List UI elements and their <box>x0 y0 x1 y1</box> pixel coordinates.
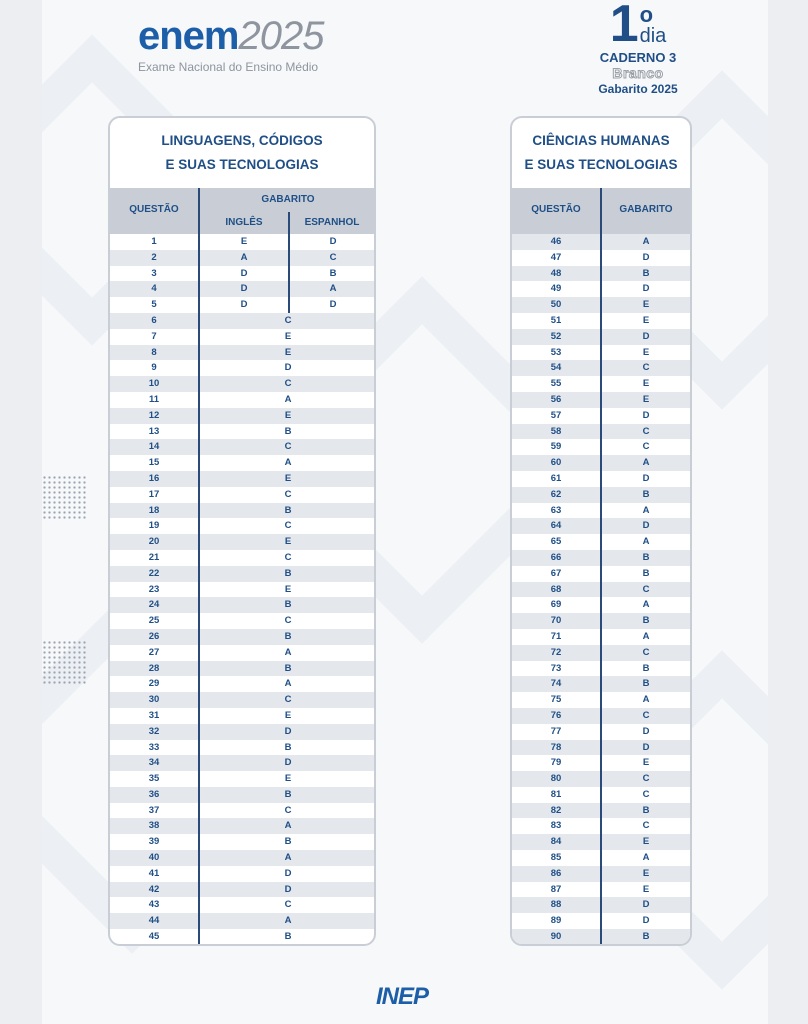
question-number: 82 <box>550 804 562 816</box>
humanas-title-line2: E SUAS TECNOLOGIAS <box>524 157 678 172</box>
table-row <box>110 818 374 834</box>
answer: A <box>284 457 292 469</box>
question-number: 4 <box>151 283 157 295</box>
header-gabarito: GABARITO <box>261 194 315 205</box>
answer: C <box>642 583 650 595</box>
question-number: 47 <box>550 251 562 263</box>
question-number: 38 <box>148 820 160 832</box>
answer-key-sheet <box>42 0 768 1024</box>
answer: B <box>642 804 650 816</box>
linguagens-title-line2: E SUAS TECNOLOGIAS <box>165 157 319 172</box>
table-row <box>110 897 374 913</box>
answer-ingles: D <box>240 267 248 279</box>
linguagens-panel <box>108 116 376 946</box>
answer: A <box>642 630 650 642</box>
answer-espanhol: A <box>329 283 337 295</box>
question-number: 39 <box>148 836 160 848</box>
table-row <box>110 360 374 376</box>
humanas-title-line1: CIÊNCIAS HUMANAS <box>532 133 670 148</box>
logo-year: 2025 <box>238 14 324 58</box>
day-word: dia <box>639 25 667 47</box>
humanas-panel <box>510 116 692 946</box>
question-number: 62 <box>550 488 562 500</box>
answer: B <box>642 267 650 279</box>
answer: C <box>642 709 650 721</box>
answer: C <box>284 314 292 326</box>
answer: C <box>642 425 650 437</box>
question-number: 56 <box>550 393 562 405</box>
question-number: 45 <box>148 931 160 943</box>
answer: E <box>642 299 650 311</box>
question-number: 73 <box>550 662 562 674</box>
answer-espanhol: C <box>329 251 337 263</box>
question-number: 31 <box>148 709 160 721</box>
question-number: 13 <box>148 425 160 437</box>
question-number: 5 <box>151 299 157 311</box>
table-row <box>110 582 374 598</box>
table-row <box>110 597 374 613</box>
question-number: 66 <box>550 551 562 563</box>
question-number: 32 <box>148 725 160 737</box>
question-number: 48 <box>550 267 562 279</box>
table-row <box>110 503 374 519</box>
answer: D <box>642 330 650 342</box>
answer: C <box>284 520 292 532</box>
answer: E <box>642 883 650 895</box>
answer: E <box>284 330 292 342</box>
humanas-table-header <box>512 188 690 234</box>
linguagens-table-header <box>110 188 374 234</box>
table-row <box>110 882 374 898</box>
answer: D <box>642 283 650 295</box>
table-row <box>110 281 374 297</box>
answer: C <box>284 899 292 911</box>
answer: B <box>284 504 292 516</box>
question-number: 14 <box>148 441 160 453</box>
answer: E <box>642 378 650 390</box>
linguagens-title <box>110 118 374 188</box>
question-number: 12 <box>148 409 160 421</box>
answer: C <box>642 820 650 832</box>
answer: A <box>642 504 650 516</box>
question-number: 40 <box>148 852 160 864</box>
answer: D <box>284 362 292 374</box>
question-number: 22 <box>148 567 160 579</box>
gabarito-year: Gabarito 2025 <box>598 82 678 96</box>
table-row <box>110 629 374 645</box>
answer: C <box>284 488 292 500</box>
answer: D <box>642 725 650 737</box>
table-row <box>110 724 374 740</box>
table-row <box>110 866 374 882</box>
question-number: 87 <box>550 883 562 895</box>
answer: C <box>642 646 650 658</box>
answer: B <box>642 551 650 563</box>
answer: C <box>284 615 292 627</box>
question-number: 10 <box>148 378 160 390</box>
question-number: 44 <box>148 915 160 927</box>
answer: A <box>284 646 292 658</box>
question-number: 58 <box>550 425 562 437</box>
answer: D <box>284 757 292 769</box>
question-number: 7 <box>151 330 157 342</box>
answer: D <box>284 725 292 737</box>
answer: A <box>642 536 650 548</box>
table-row <box>110 645 374 661</box>
answer: D <box>642 899 650 911</box>
table-row <box>110 266 374 282</box>
humanas-rows <box>512 234 690 945</box>
question-number: 85 <box>550 852 562 864</box>
table-row <box>110 518 374 534</box>
answer: A <box>284 852 292 864</box>
answer: D <box>642 915 650 927</box>
answer: A <box>642 599 650 611</box>
answer: E <box>284 536 292 548</box>
answer: E <box>284 409 292 421</box>
answer-ingles: E <box>240 236 248 247</box>
answer: E <box>642 757 650 769</box>
question-number: 90 <box>550 931 562 943</box>
answer-espanhol: B <box>329 267 337 279</box>
question-number: 65 <box>550 536 562 548</box>
question-number: 49 <box>550 283 562 295</box>
question-number: 55 <box>550 378 562 390</box>
table-row <box>110 613 374 629</box>
logo-subtitle: Exame Nacional do Ensino Médio <box>138 60 319 74</box>
question-number: 9 <box>151 362 157 374</box>
question-number: 30 <box>148 694 160 706</box>
answer: D <box>642 741 650 753</box>
answer: E <box>642 346 650 358</box>
question-number: 42 <box>148 883 160 895</box>
question-number: 20 <box>148 536 160 548</box>
answer: C <box>642 441 650 453</box>
question-number: 26 <box>148 630 160 642</box>
question-number: 25 <box>148 615 160 627</box>
humanas-title <box>512 118 690 188</box>
question-number: 46 <box>550 236 562 247</box>
question-number: 23 <box>148 583 160 595</box>
question-number: 1 <box>151 236 157 247</box>
answer: A <box>642 852 650 864</box>
answer: A <box>284 393 292 405</box>
question-number: 59 <box>550 441 562 453</box>
answer: E <box>284 773 292 785</box>
day-block <box>588 0 688 96</box>
question-number: 43 <box>148 899 160 911</box>
question-number: 17 <box>148 488 160 500</box>
question-number: 64 <box>550 520 562 532</box>
header-ingles: INGLÊS <box>225 217 263 228</box>
enem-logo <box>138 16 323 74</box>
answer: A <box>642 694 650 706</box>
answer: C <box>284 378 292 390</box>
logo-brand: enem <box>138 14 239 58</box>
question-number: 61 <box>550 472 562 484</box>
answer-ingles: A <box>240 251 248 263</box>
table-row <box>110 471 374 487</box>
day-ordinal: o <box>639 2 654 27</box>
answer: B <box>284 567 292 579</box>
question-number: 63 <box>550 504 562 516</box>
table-row <box>110 424 374 440</box>
table-row <box>110 297 374 313</box>
question-number: 67 <box>550 567 562 579</box>
question-number: 18 <box>148 504 160 516</box>
question-number: 79 <box>550 757 562 769</box>
answer-espanhol: D <box>329 299 337 311</box>
answer: E <box>284 583 292 595</box>
question-number: 86 <box>550 867 562 879</box>
cor-label: Branco <box>612 65 664 81</box>
table-row <box>110 913 374 929</box>
question-number: 15 <box>148 457 160 469</box>
answer: E <box>642 867 650 879</box>
answer: C <box>284 694 292 706</box>
header-questao: QUESTÃO <box>129 204 179 215</box>
question-number: 52 <box>550 330 562 342</box>
dot-pattern <box>42 475 86 519</box>
table-row <box>110 755 374 771</box>
question-number: 28 <box>148 662 160 674</box>
table-row <box>110 313 374 329</box>
answer: D <box>642 251 650 263</box>
question-number: 81 <box>550 788 562 800</box>
question-number: 69 <box>550 599 562 611</box>
question-number: 36 <box>148 788 160 800</box>
question-number: 75 <box>550 694 562 706</box>
answer: B <box>284 425 292 437</box>
answer: C <box>642 788 650 800</box>
question-number: 2 <box>151 251 157 263</box>
answer: B <box>642 662 650 674</box>
answer: E <box>284 472 292 484</box>
header-espanhol: ESPANHOL <box>304 217 360 228</box>
answer: B <box>284 836 292 848</box>
question-number: 8 <box>151 346 157 358</box>
question-number: 41 <box>148 867 160 879</box>
table-row <box>110 708 374 724</box>
answer: B <box>642 931 650 943</box>
answer: B <box>284 741 292 753</box>
caderno-label: CADERNO 3 <box>599 50 677 65</box>
answer: D <box>642 409 650 421</box>
question-number: 70 <box>550 615 562 627</box>
answer: A <box>284 820 292 832</box>
table-row <box>110 740 374 756</box>
answer: B <box>284 662 292 674</box>
question-number: 77 <box>550 725 562 737</box>
table-row <box>110 566 374 582</box>
answer-ingles: D <box>240 299 248 311</box>
answer: B <box>284 630 292 642</box>
table-row <box>110 550 374 566</box>
question-number: 50 <box>550 299 562 311</box>
table-row <box>110 376 374 392</box>
question-number: 89 <box>550 915 562 927</box>
table-row <box>110 487 374 503</box>
table-row <box>110 345 374 361</box>
answer: B <box>642 678 650 690</box>
table-row <box>110 408 374 424</box>
answer: E <box>284 709 292 721</box>
question-number: 53 <box>550 346 562 358</box>
table-row <box>110 534 374 550</box>
answer: B <box>284 599 292 611</box>
answer: D <box>642 520 650 532</box>
answer: E <box>642 314 650 326</box>
table-row <box>110 692 374 708</box>
question-number: 27 <box>148 646 160 658</box>
answer: C <box>284 441 292 453</box>
question-number: 80 <box>550 773 562 785</box>
table-row <box>110 834 374 850</box>
answer: E <box>642 836 650 848</box>
header-gabarito: GABARITO <box>619 204 673 215</box>
answer: C <box>284 551 292 563</box>
question-number: 24 <box>148 599 160 611</box>
question-number: 35 <box>148 773 160 785</box>
header-questao: QUESTÃO <box>531 204 581 215</box>
question-number: 57 <box>550 409 562 421</box>
answer: C <box>642 362 650 374</box>
question-number: 71 <box>550 630 562 642</box>
question-number: 54 <box>550 362 562 374</box>
answer: B <box>642 488 650 500</box>
table-row <box>110 803 374 819</box>
question-number: 33 <box>148 741 160 753</box>
table-row <box>110 439 374 455</box>
answer: E <box>284 346 292 358</box>
answer: A <box>642 236 650 247</box>
answer: A <box>642 457 650 469</box>
question-number: 37 <box>148 804 160 816</box>
table-row <box>110 929 374 945</box>
table-row <box>110 787 374 803</box>
question-number: 21 <box>148 551 160 563</box>
answer: D <box>642 472 650 484</box>
answer: B <box>642 567 650 579</box>
question-number: 34 <box>148 757 160 769</box>
question-number: 84 <box>550 836 562 848</box>
answer: E <box>642 393 650 405</box>
question-number: 78 <box>550 741 562 753</box>
question-number: 51 <box>550 314 562 326</box>
answer: B <box>642 615 650 627</box>
question-number: 68 <box>550 583 562 595</box>
table-row <box>110 329 374 345</box>
question-number: 76 <box>550 709 562 721</box>
answer: D <box>284 883 292 895</box>
answer-espanhol: D <box>329 236 337 247</box>
table-row <box>110 455 374 471</box>
day-number: 1 <box>609 0 639 53</box>
question-number: 19 <box>148 520 160 532</box>
table-row <box>110 676 374 692</box>
answer: D <box>284 867 292 879</box>
answer: A <box>284 678 292 690</box>
answer: A <box>284 915 292 927</box>
question-number: 88 <box>550 899 562 911</box>
question-number: 83 <box>550 820 562 832</box>
answer: B <box>284 931 292 943</box>
answer: C <box>284 804 292 816</box>
question-number: 72 <box>550 646 562 658</box>
inep-logo: INEP <box>375 983 428 1010</box>
table-row <box>110 661 374 677</box>
question-number: 60 <box>550 457 562 469</box>
question-number: 74 <box>550 678 562 690</box>
linguagens-title-line1: LINGUAGENS, CÓDIGOS <box>161 133 323 148</box>
dot-pattern <box>42 640 86 684</box>
question-number: 29 <box>148 678 160 690</box>
linguagens-rows <box>110 234 374 945</box>
answer-ingles: D <box>240 283 248 295</box>
answer: C <box>642 773 650 785</box>
table-row <box>110 234 374 250</box>
table-row <box>110 771 374 787</box>
question-number: 11 <box>148 393 160 405</box>
question-number: 16 <box>148 472 160 484</box>
answer: B <box>284 788 292 800</box>
table-row <box>110 850 374 866</box>
question-number: 6 <box>151 314 157 326</box>
table-row <box>110 392 374 408</box>
table-row <box>110 250 374 266</box>
question-number: 3 <box>151 267 157 279</box>
